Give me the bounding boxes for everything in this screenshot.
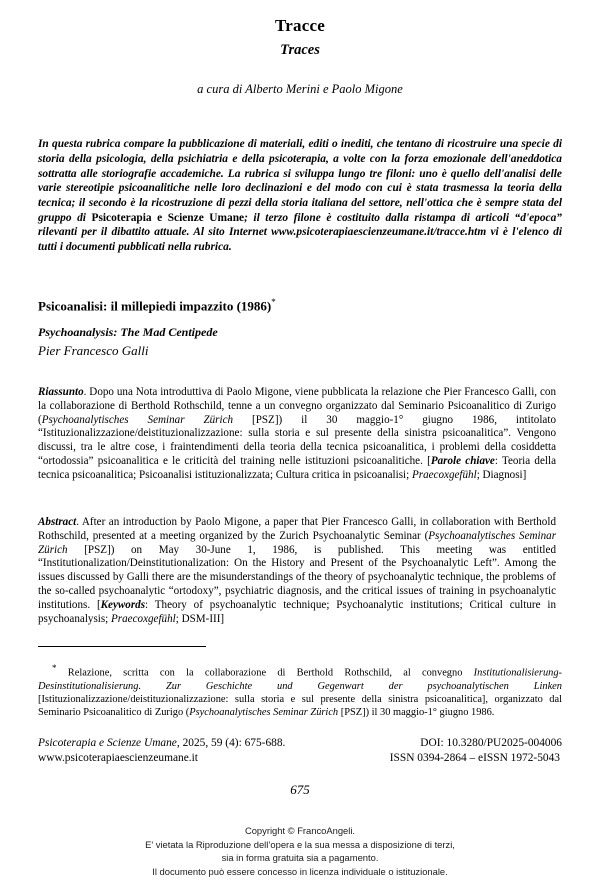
- footnote-text2: [Istituzionalizzazione/deistituzionalizzazione: sulla storia e sul presente della sinistra psicoanalitica], organizzato dal Seminario Psicoanalitico di Zurigo (: [38, 693, 562, 718]
- abstract-italian-keywords-label: Parole chiave: [430, 455, 495, 468]
- abstract-italian-italic1: Psychoanalytisches Seminar Zürich: [41, 413, 234, 426]
- article-title-english: Psychoanalysis: The Mad Centipede: [38, 324, 218, 339]
- article-title-text: Psicoanalisi: il millepiedi impazzito (1986): [38, 298, 272, 314]
- publisher-footer: [0, 824, 600, 879]
- footnote-text3: [PSZ]) il 30 maggio-1° giugno 1986.: [338, 706, 495, 718]
- abstract-english-italic1: Psychoanalytisches Seminar Zürich: [38, 529, 557, 556]
- abstract-english-keywords-label: Keywords: [100, 598, 146, 611]
- abstract-english-text1: . After an introduction by Paolo Migone, a paper that Pier Francesco Galli, in collaboration with Berthold Rothschild, presented at a meeting organized by the Zurich Psychoanalytic Seminar (: [38, 516, 556, 542]
- citation-journal-and-issue: [38, 736, 285, 751]
- footer-copyright-line: Copyright © FrancoAngeli.: [244, 825, 356, 836]
- abstract-italian-label: Riassunto: [38, 386, 84, 399]
- footer-notice-line1: E' vietata la Riproduzione dell’opera e la sua messa a disposizione di terzi,: [145, 838, 455, 850]
- intro-journal-name: Psicoterapia e Scienze Umane: [91, 211, 245, 224]
- footnote-text1: Relazione, scritta con la collaborazione di Berthold Rothschild, al convegno: [56, 667, 474, 679]
- citation-issn: ISSN 0394-2864 – eISSN 1972-5043: [389, 752, 560, 765]
- rubric-intro-paragraph: [38, 137, 562, 254]
- abstract-english-label: Abstract: [38, 516, 77, 529]
- footnote-reference-marker: *: [271, 296, 276, 307]
- page-number: 675: [290, 782, 310, 797]
- abstract-english: [38, 516, 556, 626]
- footnote-german-title: Institutionalisierung-Desinstitutionalisierung. Zur Geschichte und Gegenwart der psychoanalytischen Linken: [38, 667, 562, 692]
- abstract-english-text4: ; DSM-III]: [175, 612, 225, 625]
- footnote-star-marker: *: [52, 663, 57, 674]
- footnote-seminar-name: Psychoanalytisches Seminar Zürich: [189, 706, 339, 718]
- rubric-editors: a cura di Alberto Merini e Paolo Migone: [197, 81, 403, 96]
- abstract-italian-text4: ; Diagnosi]: [476, 468, 527, 481]
- citation-doi[interactable]: DOI: 10.3280/PU2025-004006: [420, 737, 562, 749]
- rubric-subtitle: Traces: [280, 42, 320, 59]
- citation-issue: , 2025, 59 (4): 675-688.: [176, 737, 286, 749]
- abstract-italian-italic2: Praecoxgefühl: [411, 468, 477, 481]
- abstract-english-keywords-text: : Theory of psychoanalytic technique; Psychoanalytic institutions; Critical culture in psychoanalysis;: [38, 598, 556, 625]
- footnote-separator-rule: [38, 646, 206, 647]
- abstract-english-italic2: Praecoxgefühl: [111, 612, 176, 625]
- abstract-italian-text2: [PSZ]) il 30 maggio-1° giugno 1986, intitolato “Istituzionalizzazione/deistituzionalizzazione: sulla storia e sul presente della sinistra psicoanalitica”. Vengono discussi, tra le altre cose, i fraintendimenti della teoria della tecnica psicoanalitica, i problemi della cosiddetta “ortodossia” psicoanalitica e le criticità del training nelle istituzioni psicoanalitiche. [: [38, 413, 556, 468]
- footer-notice-line2: sia in forma gratuita sia a pagamento.: [221, 852, 379, 864]
- article-title: [38, 297, 562, 314]
- citation-row-secondary: [38, 751, 562, 766]
- abstract-italian-keywords-text: : Teoria della tecnica psicoanalitica; Psicoanalisi istituzionalizzata; Cultura critica in psicoanalisi;: [38, 455, 556, 481]
- citation-website[interactable]: www.psicoterapiaescienzeumane.it: [38, 752, 198, 765]
- footnote-text: [38, 663, 562, 718]
- citation-row-primary: [38, 736, 562, 751]
- journal-citation: [38, 736, 562, 766]
- footer-notice-line3: Il documento può essere concesso in licenza individuale o istituzionale.: [152, 865, 448, 877]
- abstract-italian-text1: . Dopo una Nota introduttiva di Paolo Migone, viene pubblicata la relazione che Pier Francesco Galli, con la collaborazione di Berthold Rothschild, tenne a un convegno organizzato dal Seminario Psicoanalitico di Zurigo (: [38, 386, 556, 426]
- abstract-italian: [38, 386, 556, 483]
- abstract-english-text2: [PSZ]) on May 30-June 1, 1986, is published. This meeting was entitled “Institutionalization/Deinstitutionalization: On the History and Present of the Psychoanalytic Left”. Among the issues discussed by Galli there are the misunderstandings of the theory of psychoanalytic technique, the problems of the so-called psychoanalytic “ortodoxy”, psychiatric diagnosis, and the critical issues of training in psychoanalytic institutions. [: [38, 543, 556, 611]
- article-author: Pier Francesco Galli: [38, 343, 149, 358]
- citation-journal-name: Psicoterapia e Scienze Umane: [38, 737, 177, 749]
- intro-text-part1: In questa rubrica compare la pubblicazione di materiali, editi o inediti, che tentano di ricostruire una specie di storia della psicologia, della psichiatria e della psicoterapia, a volte con la forza emozionale dell'aneddotica sottratta alle storiografie accademiche. La rubrica si sviluppa lungo tre filoni: uno è quello dell'analisi delle varie stereotipie psicoanalitiche nelle loro declinazioni e del modo con cui è stata trasmessa la teoria della tecnica; il secondo è la ricostruzione di pezzi della storia italiana del settore, nell'ottica che è sempre stata del gruppo di: [38, 138, 562, 224]
- intro-text-part2: ; il terzo filone è costituito dalla ristampa di articoli “d'epoca” rilevanti per il dibattito attuale. Al sito Internet www.psicoterapiaescienzeumane.it/tracce.htm vi è l'elenco di tutti i documenti pubblicati nella rubrica.: [38, 211, 563, 253]
- rubric-title: Tracce: [275, 16, 325, 35]
